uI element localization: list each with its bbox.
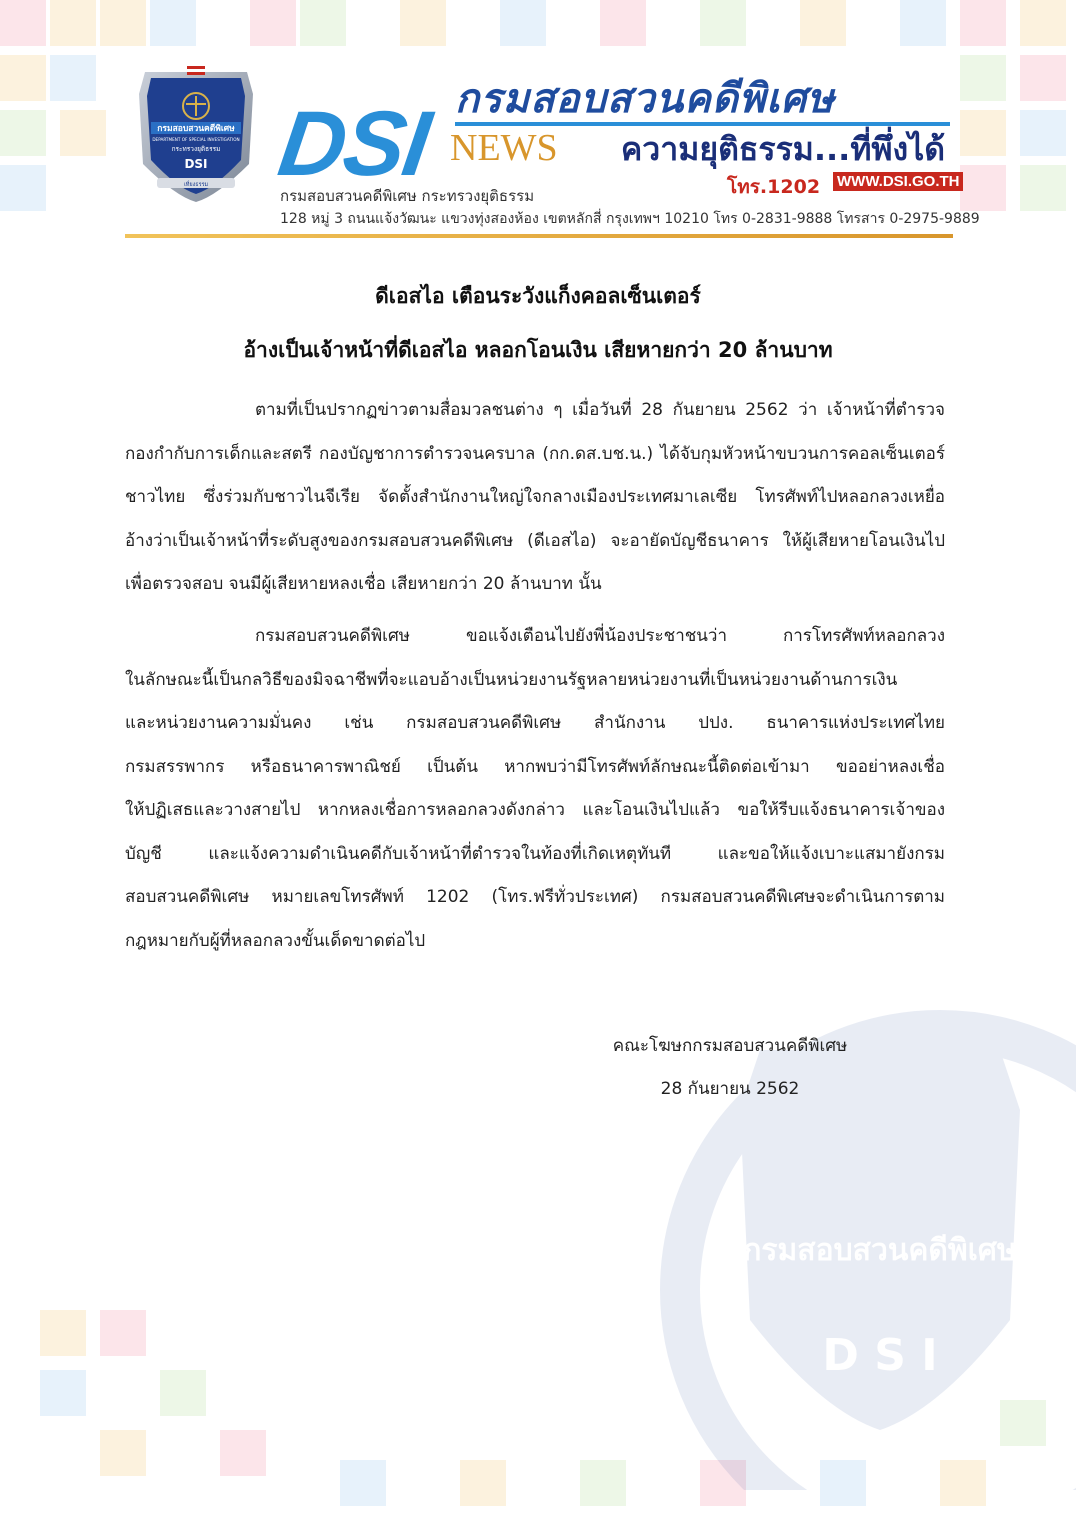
paragraph-line: กฎหมายกับผู้ที่หลอกลวงขั้นเด็ดขาดต่อไป xyxy=(125,930,426,951)
dsi-shield-emblem xyxy=(137,64,255,204)
emblem-motto: เที่ยงธรรม xyxy=(183,182,209,188)
paragraph-line: อ้างว่าเป็นเจ้าหน้าที่ระดับสูงของกรมสอบสวนคดีพิเศษ (ดีเอสไอ) จะอายัดบัญชีธนาคาร ให้ผู้เสียหายโอนเงินไป xyxy=(125,530,945,551)
emblem-english-name: DEPARTMENT OF SPECIAL INVESTIGATION xyxy=(152,137,240,142)
paragraph-line: กองกำกับการเด็กและสตรี กองบัญชาการตำรวจนครบาล (กก.ดส.บช.น.) ได้จับกุมหัวหน้าขบวนการคอลเซ็นเตอร์ xyxy=(125,443,945,464)
news-label: NEWS xyxy=(450,127,558,169)
paragraph-2 xyxy=(125,615,945,963)
website-badge: WWW.DSI.GO.TH xyxy=(833,172,963,191)
decorative-tiles-bottom xyxy=(0,1290,1076,1524)
address: 128 หมู่ 3 ถนนแจ้งวัฒนะ แขวงทุ่งสองห้อง เขตหลักสี่ กรุงเทพฯ 10210 โทร 0-2831-9888 โทรสาร 0-2975-9889 xyxy=(280,211,980,227)
header-divider xyxy=(125,234,953,238)
dsi-logo-text: DSI xyxy=(272,93,435,195)
paragraph-line: บัญชี และแจ้งความดำเนินคดีกับเจ้าหน้าที่ตำรวจในท้องที่เกิดเหตุทันที และขอให้แจ้งเบาะแสมายังกรม xyxy=(125,843,945,864)
slogan: ความยุติธรรม...ที่พึ่งได้ xyxy=(620,130,945,168)
paragraph-line: ในลักษณะนี้เป็นกลวิธีของมิจฉาชีพที่จะแอบอ้างเป็นหน่วยงานรัฐหลายหน่วยงานที่เป็นหน่วยงานด้านการเงิน xyxy=(125,669,898,690)
headline-line-1: ดีเอสไอ เตือนระวังแก็งคอลเซ็นเตอร์ xyxy=(375,284,701,308)
paragraph-line: ตามที่เป็นปรากฏข่าวตามสื่อมวลชนต่าง ๆ เมื่อวันที่ 28 กันยายน 2562 ว่า เจ้าหน้าที่ตำรวจ xyxy=(255,400,945,420)
organization-name: กรมสอบสวนคดีพิเศษ กระทรวงยุติธรรม xyxy=(280,187,535,205)
paragraph-line: กรมสรรพากร หรือธนาคารพาณิชย์ เป็นต้น หากพบว่ามีโทรศัพท์ลักษณะนี้ติดต่อเข้ามา ขออย่าหลงเชื่อ xyxy=(125,756,945,777)
svg-text:กรมสอบสวนคดีพิเศษ: กรมสอบสวนคดีพิเศษ xyxy=(743,1233,1017,1268)
headline-line-2: อ้างเป็นเจ้าหน้าที่ดีเอสไอ หลอกโอนเงิน เสียหายกว่า 20 ล้านบาท xyxy=(243,338,833,362)
paragraph-line: สอบสวนคดีพิเศษ หมายเลขโทรศัพท์ 1202 (โทร.ฟรีทั่วประเทศ) กรมสอบสวนคดีพิเศษจะดำเนินการตาม xyxy=(125,887,945,907)
letterhead xyxy=(125,58,980,238)
emblem-thai-name: กรมสอบสวนคดีพิเศษ xyxy=(157,124,235,134)
paragraph-line: ให้ปฏิเสธและวางสายไป หากหลงเชื่อการหลอกลวงดังกล่าว และโอนเงินไปแล้ว ขอให้รีบแจ้งธนาคารเจ้าของ xyxy=(125,800,945,820)
paragraph-line: ชาวไทย ซึ่งร่วมกับชาวไนจีเรีย จัดตั้งสำนักงานใหญ่ใจกลางเมืองประเทศมาเลเซีย โทรศัพท์ไปหลอกลวงเหยื่อ xyxy=(125,487,945,507)
paragraph-1 xyxy=(125,389,945,607)
hotline-number: โทร.1202 xyxy=(727,176,821,198)
svg-text:D S I: D S I xyxy=(822,1330,938,1381)
emblem-dsi: DSI xyxy=(184,157,208,171)
department-title: กรมสอบสวนคดีพิเศษ xyxy=(455,76,835,122)
signoff-author: คณะโฆษกกรมสอบสวนคดีพิเศษ xyxy=(612,1036,848,1056)
paragraph-line: เพื่อตรวจสอบ จนมีผู้เสียหายหลงเชื่อ เสียหายกว่า 20 ล้านบาท นั้น xyxy=(125,574,602,594)
signoff-date: 28 กันยายน 2562 xyxy=(660,1079,800,1099)
emblem-ministry: กระทรวงยุติธรรม xyxy=(171,145,221,153)
paragraph-line: กรมสอบสวนคดีพิเศษ ขอแจ้งเตือนไปยังพี่น้องประชาชนว่า การโทรศัพท์หลอกลวง xyxy=(255,626,945,646)
paragraph-line: และหน่วยงานความมั่นคง เช่น กรมสอบสวนคดีพิเศษ สำนักงาน ปปง. ธนาคารแห่งประเทศไทย xyxy=(125,713,945,733)
